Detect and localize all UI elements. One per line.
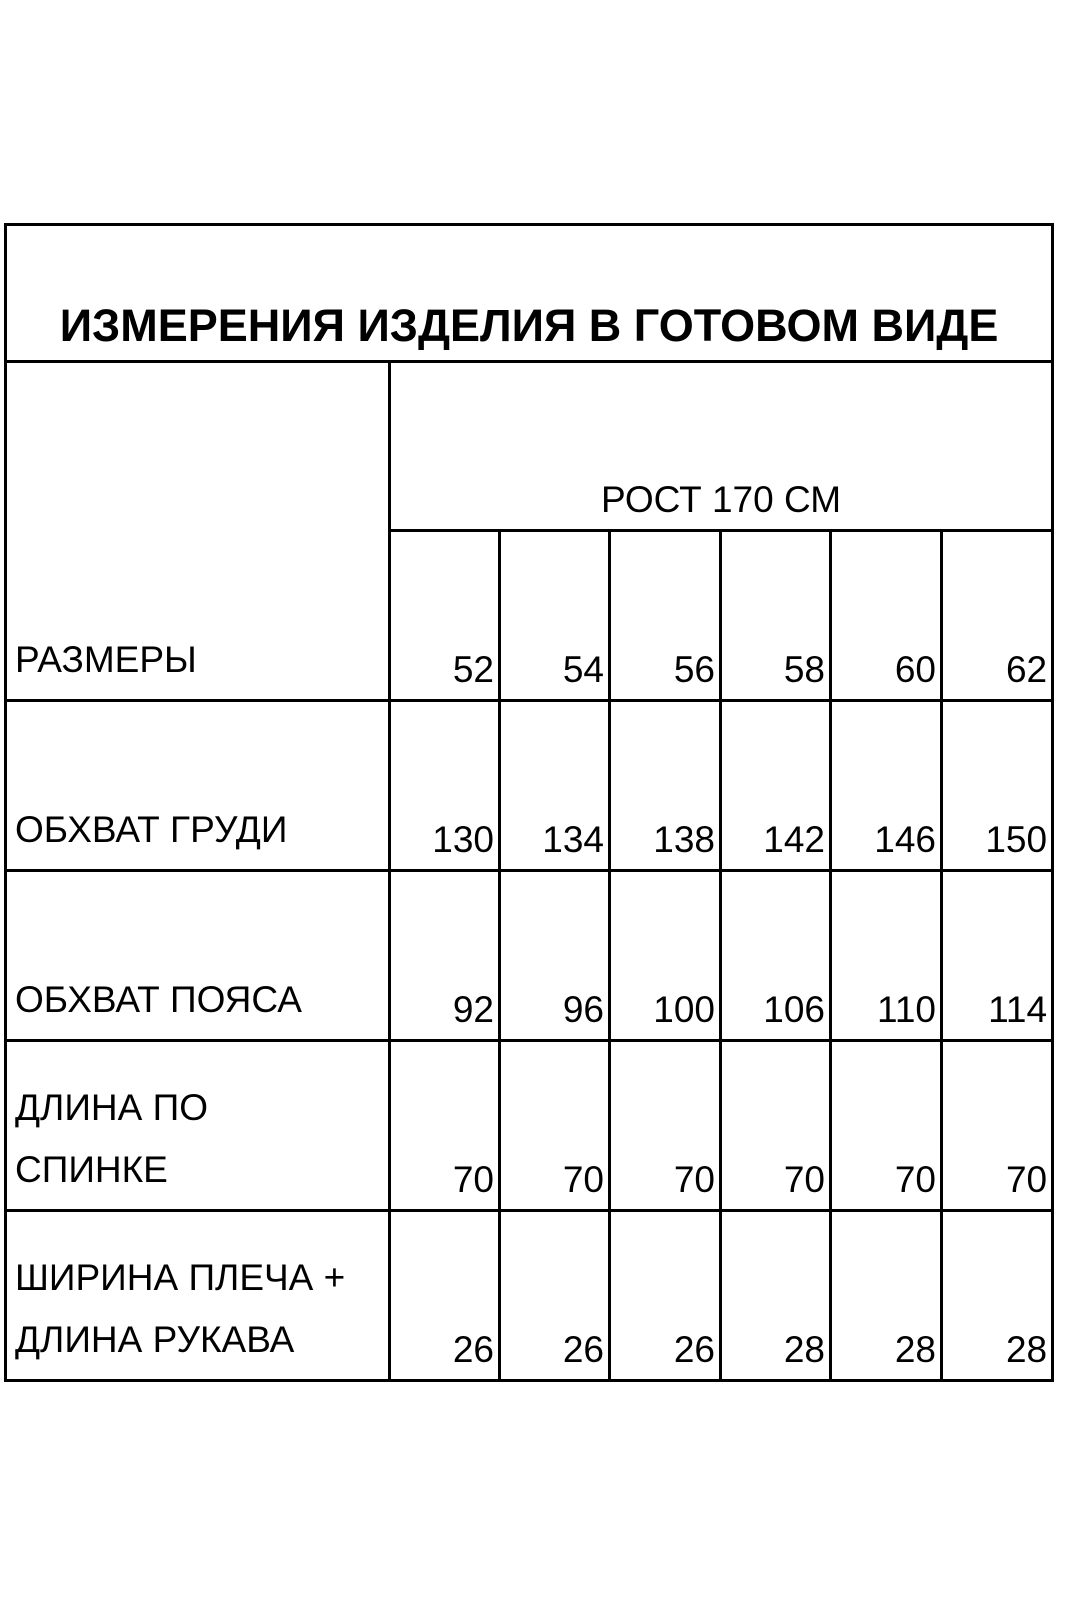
cell-value: 26 (610, 1211, 721, 1381)
cell-value: 70 (942, 1041, 1053, 1211)
height-label: РОСТ 170 СМ (390, 362, 1053, 531)
size-value: 62 (942, 531, 1053, 701)
cell-value: 28 (942, 1211, 1053, 1381)
size-value: 56 (610, 531, 721, 701)
cell-value: 110 (831, 871, 942, 1041)
cell-value: 150 (942, 701, 1053, 871)
sizes-label-cell (6, 362, 390, 701)
size-value: 52 (390, 531, 500, 701)
row-label (6, 701, 390, 871)
cell-value: 26 (500, 1211, 610, 1381)
cell-value: 96 (500, 871, 610, 1041)
measurements-table (4, 223, 1054, 1382)
cell-value: 70 (390, 1041, 500, 1211)
row-label (6, 871, 390, 1041)
cell-value: 26 (390, 1211, 500, 1381)
cell-value: 106 (721, 871, 831, 1041)
row-label-line: ОБХВАТ ГРУДИ (15, 809, 288, 850)
row-label-line: ДЛИНА РУКАВА (15, 1319, 295, 1360)
cell-value: 28 (831, 1211, 942, 1381)
cell-value: 142 (721, 701, 831, 871)
cell-value: 70 (500, 1041, 610, 1211)
table-row (6, 701, 1053, 871)
table-row (6, 1041, 1053, 1211)
cell-value: 138 (610, 701, 721, 871)
row-label-line: ДЛИНА ПО (15, 1087, 208, 1128)
cell-value: 146 (831, 701, 942, 871)
cell-value: 70 (721, 1041, 831, 1211)
cell-value: 70 (831, 1041, 942, 1211)
cell-value: 114 (942, 871, 1053, 1041)
cell-value: 134 (500, 701, 610, 871)
title-row (6, 225, 1053, 362)
row-label (6, 1041, 390, 1211)
cell-value: 28 (721, 1211, 831, 1381)
size-value: 58 (721, 531, 831, 701)
sizes-label: РАЗМЕРЫ (15, 639, 197, 680)
row-label-line: ОБХВАТ ПОЯСА (15, 979, 302, 1020)
cell-value: 70 (610, 1041, 721, 1211)
size-value: 54 (500, 531, 610, 701)
row-label (6, 1211, 390, 1381)
table-row (6, 871, 1053, 1041)
cell-value: 100 (610, 871, 721, 1041)
table-row (6, 1211, 1053, 1381)
size-value: 60 (831, 531, 942, 701)
cell-value: 130 (390, 701, 500, 871)
row-label-line: ШИРИНА ПЛЕЧА + (15, 1257, 346, 1298)
table-title: ИЗМЕРЕНИЯ ИЗДЕЛИЯ В ГОТОВОМ ВИДЕ (6, 225, 1053, 362)
row-label-line: СПИНКЕ (15, 1149, 168, 1190)
height-row (6, 362, 1053, 531)
cell-value: 92 (390, 871, 500, 1041)
